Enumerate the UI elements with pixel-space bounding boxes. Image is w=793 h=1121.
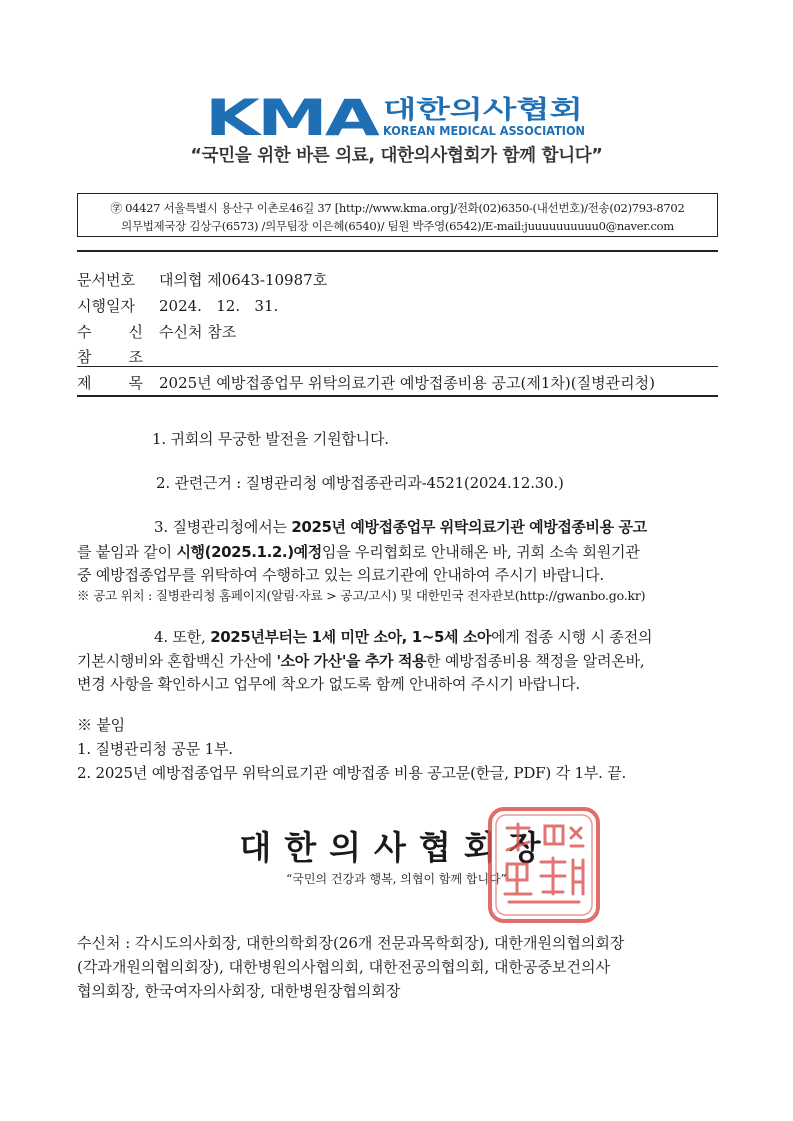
- paragraph-4-line1: 4. 또한, 2025년부터는 1세 미만 소아, 1~5세 소아에게 접종 시행 시 종전의: [154, 628, 653, 646]
- org-name-ko: 대한의사협회: [383, 95, 583, 124]
- recipient-value: 수신처 참조: [159, 323, 237, 341]
- header-rule-bottom: [77, 395, 718, 397]
- paragraph-3-line1: 3. 질병관리청에서는 2025년 예방접종업무 위탁의료기관 예방접종비용 공고: [154, 518, 647, 536]
- p4-bold-age: 2025년부터는 1세 미만 소아, 1~5세 소아: [210, 628, 492, 646]
- p4-bold-surcharge: '소아 가산'을 추가 적용: [276, 652, 427, 670]
- official-seal-icon: [487, 806, 601, 924]
- contact-line-staff: 의무법제국장 김상구(6573) /의무팀장 이은혜(6540)/ 팀원 박주영(6542)/E-mail:juuuuuuuuuu0@naver.com: [121, 219, 674, 233]
- meta-recipient: [77, 321, 236, 342]
- paragraph-1: 1. 귀회의 무궁한 발전을 기원합니다.: [152, 430, 389, 448]
- meta-reference: [77, 346, 159, 367]
- meta-date: [77, 295, 278, 316]
- recipients-line: 수신처 : 각시도의사회장, 대한의학회장(26개 전문과목학회장), 대한개원의협의회장: [77, 934, 625, 952]
- attachment-item: 2. 2025년 예방접종업무 위탁의료기관 예방접종 비용 공고문(한글, PDF) 각 1부. 끝.: [77, 764, 627, 782]
- sender-motto: “국민의 건강과 행복, 의협이 함께 합니다”: [286, 872, 507, 886]
- reference-label: 참 조: [77, 348, 143, 366]
- meta-doc-no: [77, 269, 327, 290]
- paragraph-4-line2: 기본시행비와 혼합백신 가산에 '소아 가산'을 추가 적용한 예방접종비용 책정을 알려온바,: [77, 652, 645, 670]
- subject-label: 제 목: [77, 374, 143, 392]
- paragraph-2: 2. 관련근거 : 질병관리청 예방접종관리과-4521(2024.12.30.): [156, 474, 564, 492]
- sender-title: 대한의사협회장: [239, 828, 554, 867]
- contact-line-address: ㊫ 04427 서울특별시 용산구 이촌로46길 37 [http://www.kma.org]/전화(02)6350-(내선번호)/전송(02)793-8702: [110, 201, 685, 215]
- recipient-label: 수 신: [77, 323, 143, 341]
- subject-value: 2025년 예방접종업무 위탁의료기관 예방접종비용 공고(제1차)(질병관리청): [159, 374, 655, 392]
- doc-no-label: 문서번호: [77, 271, 135, 289]
- header-rule-top: [77, 250, 718, 252]
- meta-subject: [77, 372, 655, 393]
- notice-location-note: ※ 공고 위치 : 질병관리청 홈페이지(알림·자료 > 공고/고시) 및 대한민국 전자관보(http://gwanbo.go.kr): [77, 588, 646, 603]
- p3-bold-date: 시행(2025.1.2.)예정: [176, 543, 322, 561]
- kma-logo-letters: KMA: [205, 93, 381, 139]
- recipients-line: 협의회장, 한국여자의사회장, 대한병원장협의회장: [77, 982, 401, 1000]
- meta-divider: [77, 366, 718, 367]
- date-label: 시행일자: [77, 297, 135, 315]
- org-name-en: KOREAN MEDICAL ASSOCIATION: [383, 124, 585, 138]
- attachments-heading: ※ 붙임: [77, 716, 125, 734]
- slogan: “국민을 위한 바른 의료, 대한의사협회가 함께 합니다”: [190, 146, 603, 166]
- contact-info-box: [77, 193, 718, 237]
- attachment-item: 1. 질병관리청 공문 1부.: [77, 740, 233, 758]
- paragraph-3-line3: 중 예방접종업무를 위탁하여 수행하고 있는 의료기관에 안내하여 주시기 바랍니다.: [77, 566, 604, 584]
- paragraph-3-line2: 를 붙임과 같이 시행(2025.1.2.)예정임을 우리협회로 안내해온 바, 귀회 소속 회원기관: [77, 543, 640, 561]
- recipients-line: (각과개원의협의회장), 대한병원의사협의회, 대한전공의협의회, 대한공중보건의사: [77, 958, 610, 976]
- doc-no-value: 대의협 제0643-10987호: [159, 271, 328, 289]
- date-value: 2024. 12. 31.: [159, 297, 279, 315]
- kma-logo: [205, 93, 595, 139]
- paragraph-4-line3: 변경 사항을 확인하시고 업무에 착오가 없도록 함께 안내하여 주시기 바랍니다.: [77, 675, 580, 693]
- p3-bold-title: 2025년 예방접종업무 위탁의료기관 예방접종비용 공고: [291, 518, 647, 536]
